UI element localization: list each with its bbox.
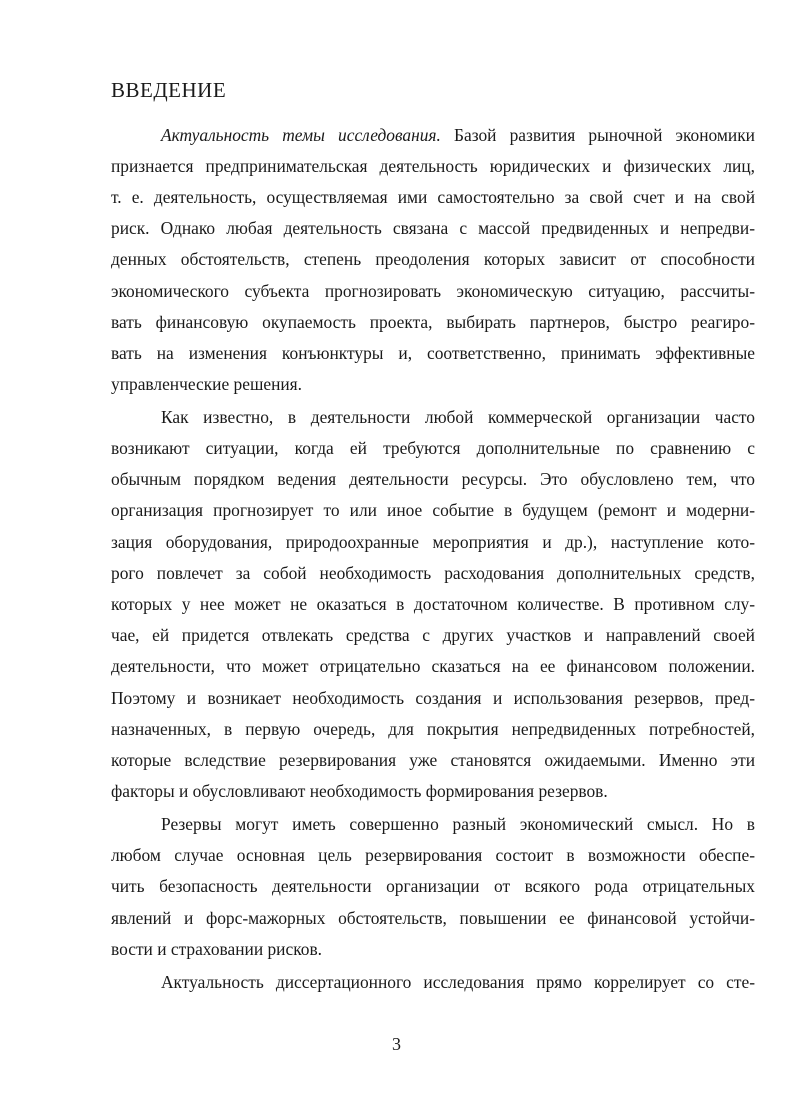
paragraph-line: управленческие решения.	[111, 374, 303, 394]
paragraph-line: Поэтому и возникает необходимость создания и использования резервов, пред-	[111, 688, 755, 708]
paragraph-line: которые вследствие резервирования уже становятся ожидаемыми. Именно эти	[111, 750, 755, 770]
paragraph-line: Как известно, в деятельности любой коммерческой организации часто	[161, 407, 755, 427]
paragraph-line: риск. Однако любая деятельность связана с массой предвиденных и непредви-	[111, 218, 755, 238]
paragraph-line: организация прогнозирует то или иное событие в будущем (ремонт и модерни-	[111, 500, 755, 520]
paragraph-line: экономического субъекта прогнозировать экономическую ситуацию, рассчиты-	[111, 281, 755, 301]
paragraph-line: т. е. деятельность, осуществляемая ими самостоятельно за свой счет и на свой	[111, 187, 755, 207]
lead-italic-text: Актуальность темы исследования.	[161, 125, 441, 145]
lead-text: Базой развития рыночной экономики	[440, 125, 755, 145]
paragraph-line: вать на изменения конъюнктуры и, соответственно, принимать эффективные	[111, 343, 755, 363]
paragraph-line: вости и страховании рисков.	[111, 939, 323, 959]
paragraph-line: деятельности, что может отрицательно сказаться на ее финансовом положении.	[111, 656, 755, 676]
paragraph-line: рого повлечет за собой необходимость расходования дополнительных средств,	[111, 563, 755, 583]
paragraph-line: возникают ситуации, когда ей требуются дополнительные по сравнению с	[111, 438, 755, 458]
paragraph-line: Резервы могут иметь совершенно разный экономический смысл. Но в	[161, 814, 755, 834]
paragraph-line: чае, ей придется отвлекать средства с других участков и направлений своей	[111, 625, 755, 645]
paragraph-line: признается предпринимательская деятельность юридических и физических лиц,	[111, 156, 755, 176]
paragraph-line: чить безопасность деятельности организации от всякого рода отрицательных	[111, 876, 755, 896]
paragraph-line: факторы и обусловливают необходимость формирования резервов.	[111, 781, 608, 801]
paragraph-line: любом случае основная цель резервирования состоит в возможности обеспе-	[111, 845, 755, 865]
paragraph-line: назначенных, в первую очередь, для покрытия непредвиденных потребностей,	[111, 719, 755, 739]
paragraph-line: Актуальность диссертационного исследования прямо коррелирует со сте-	[161, 972, 755, 992]
paragraph-line: зация оборудования, природоохранные мероприятия и др.), наступление кото-	[111, 532, 755, 552]
paragraph-line: которых у нее может не оказаться в достаточном количестве. В противном слу-	[111, 594, 755, 614]
paragraph-line: денных обстоятельств, степень преодоления которых зависит от способности	[111, 249, 755, 269]
page-number: 3	[392, 1034, 401, 1054]
page-title: ВВЕДЕНИЕ	[111, 78, 227, 102]
paragraph-line: явлений и форс-мажорных обстоятельств, повышении ее финансовой устойчи-	[111, 908, 755, 928]
paragraph-line: вать финансовую окупаемость проекта, выбирать партнеров, быстро реагиро-	[111, 312, 755, 332]
paragraph-line	[161, 123, 755, 147]
paragraph-line: обычным порядком ведения деятельности ресурсы. Это обусловлено тем, что	[111, 469, 755, 489]
